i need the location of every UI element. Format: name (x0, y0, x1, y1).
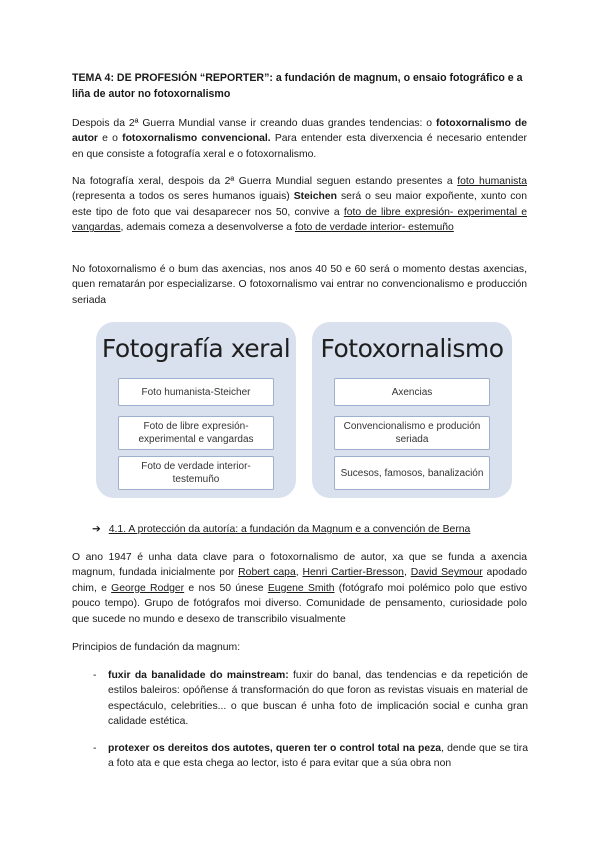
text: fuxir do banal, das tendencias e da repetición de estilos baleiros: opóñense á transformación do que foron as revistas visuais en material de espectáculo, celebrities... o que buscan é unha foto de implicación social e cunha gran calidade estética. (108, 670, 528, 728)
diagram-item: Foto humanista-Steicher (118, 378, 274, 406)
text: e nos 50 únese (184, 582, 268, 594)
photographer-name: Henri Cartier-Bresson (302, 567, 404, 579)
text: e o (97, 133, 123, 145)
paragraph-tendencias (72, 116, 527, 162)
list-bullet: - (93, 670, 97, 681)
section-heading-text: 4.1. A protección da autoría: a fundación da Magnum e a convención de Berna (108, 524, 471, 535)
arrow-icon: ➔ (92, 524, 101, 535)
diagram-item: Sucesos, famosos, banalización (334, 456, 490, 490)
text: Na fotografía xeral, despois da 2ª Guerra Mundial seguen estando presentes a (72, 176, 458, 187)
text: (fotógrafo moi polémico polo que estivo pouco tempo). Grupo de fotógrafos moi diverso. Comunidade de pensamento, curiosidade polo que sucede no mundo e desexo de transcribilo visualmente (72, 582, 528, 625)
paragraph-principios: Principios de fundación da magnum: (72, 642, 241, 653)
diagram-column-title: Fotoxornalismo (320, 334, 504, 363)
text: (representa a todos os seres humanos iguais) (72, 191, 294, 203)
text: , ademais comeza a desenvolverse a (120, 222, 295, 234)
photographer-name: David Seymour (410, 567, 483, 579)
text: apodado chim, e (72, 567, 527, 594)
text: será o seu maior expoñente, xunto con este tipo de foto que vai desaparecer nos 50, convive a (72, 191, 527, 218)
underlined-term: foto de verdade interior- estemuño (294, 222, 454, 234)
text: Despois da 2ª Guerra Mundial vanse ir creando duas grandes tendencias: o (72, 118, 436, 129)
list-item (108, 741, 528, 772)
diagram-item: Foto de verdade interior-testemuño (118, 456, 274, 490)
diagram-item: Foto de libre expresión-experimental e vangardas (118, 416, 274, 450)
document-title: TEMA 4: DE PROFESIÓN “REPORTER”: a fundación de magnum, o ensaio fotográfico e a liña de autor no fotoxornalismo (72, 72, 523, 100)
diagram-column-title: Fotografía xeral (101, 334, 291, 363)
diagram-item: Axencias (334, 378, 490, 406)
text: , (403, 567, 411, 579)
list-bullet: - (93, 743, 97, 754)
diagram-column-fotografia-xeral (96, 322, 296, 498)
section-heading (92, 522, 470, 537)
underlined-term: foto humanista (457, 176, 527, 187)
bold-term: protexer os dereitos dos autotes, queren ter o control total na peza (108, 743, 442, 754)
photographer-name: George Rodger (111, 582, 185, 594)
text: , dende que se tira a foto ata e que esta chega ao lector, isto é para evitar que a súa obra non (108, 743, 528, 770)
bold-term: fotoxornalismo convencional. (122, 133, 271, 145)
text: Para entender esta diverxencia é necesario entender en que consiste a fotografía xeral e o fotoxornalismo. (72, 133, 527, 160)
photographer-name: Eugene Smith (267, 582, 335, 594)
diagram-column-fotoxornalismo (312, 322, 512, 498)
list-item (108, 668, 528, 730)
comparison-diagram (96, 322, 520, 498)
underlined-term: foto de libre expresión- experimental e vangardas (72, 206, 527, 234)
text: O ano 1947 é unha data clave para o fotoxornalismo de autor, xa que se funda a axencia magnum, fundada inicialmente por (72, 552, 527, 579)
paragraph-fotografia-xeral (72, 174, 527, 236)
text: , (295, 567, 303, 579)
bold-term: fuxir da banalidade do mainstream: (108, 670, 289, 681)
bold-term: Steichen (293, 191, 338, 203)
paragraph-fotoxornalismo: No fotoxornalismo é o bum das axencias, nos anos 40 50 e 60 será o momento destas axencias, quen rematarán por especializarse. O fotoxornalismo vai entrar no convencionalismo e producción seriada (72, 264, 527, 306)
paragraph-magnum (72, 550, 527, 627)
bold-term: fotoxornalismo de autor (72, 118, 527, 145)
photographer-name: Robert capa (238, 567, 296, 579)
diagram-item: Convencionalismo e produción seriada (334, 416, 490, 450)
